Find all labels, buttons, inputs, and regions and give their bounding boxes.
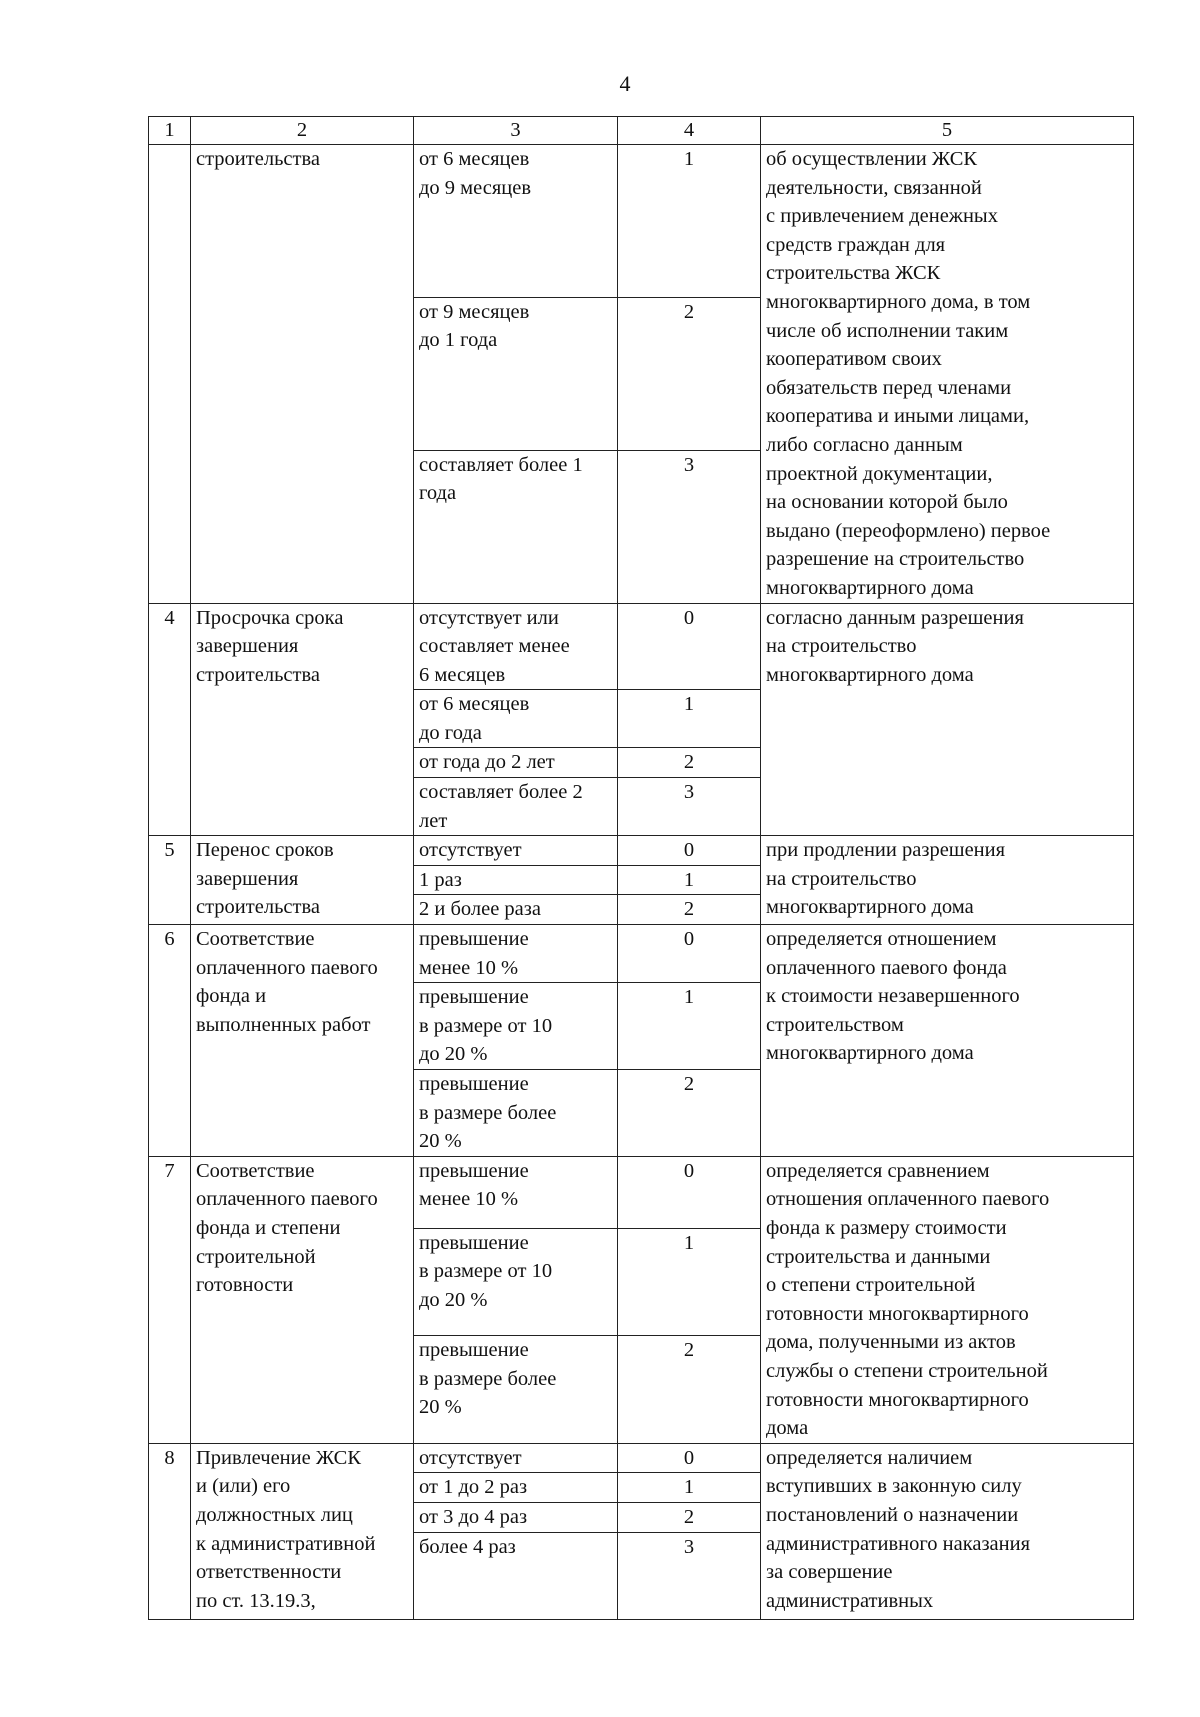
source-text: кооператива и иными лицами, [766,405,1030,428]
option-cell [414,690,618,748]
score-cell: 1 [618,1228,761,1335]
score-cell: 3 [618,1532,761,1619]
option-text: менее 10 % [419,1188,519,1211]
option-text: от 6 месяцев [419,693,530,716]
criterion-text: выполненных работ [196,1013,371,1036]
criterion-text: завершения [196,867,299,890]
criterion-text: фонда и [196,985,267,1008]
source-text: средств граждан для [766,233,946,256]
criterion-cell [191,1156,414,1443]
criterion-text: завершения [196,635,299,658]
option-text: 2 и более раза [419,898,541,921]
option-cell [414,1156,618,1228]
option-text: составляет менее [419,635,570,658]
option-cell [414,145,618,298]
source-text: строительством [766,1013,904,1036]
source-text: строительства и данными [766,1245,991,1268]
option-text: от 3 до 4 раз [419,1505,528,1528]
table-row [149,1443,1134,1473]
source-text: дома, полученными из актов [766,1331,1016,1354]
criterion-text: ответственности [196,1561,342,1584]
source-text: при продлении разрешения [766,839,1006,862]
row-number-cell: 4 [149,603,191,836]
source-text: согласно данным разрешения [766,606,1024,629]
source-text: многоквартирного дома [766,663,974,686]
option-cell [414,895,618,925]
header-col-1: 1 [149,117,191,145]
option-text: составляет более 2 [419,781,583,804]
source-text: вступивших в законную силу [766,1475,1022,1498]
option-text: превышение [419,1159,529,1182]
source-text: строительства ЖСК [766,262,941,285]
source-text: многоквартирного дома [766,1042,974,1065]
source-text: административного наказания [766,1532,1031,1555]
source-text: дома [766,1417,809,1440]
source-text: определяется сравнением [766,1159,990,1182]
row-number-cell: 7 [149,1156,191,1443]
criterion-cell [191,145,414,604]
criterion-text: Перенос сроков [196,839,334,862]
score-cell: 2 [618,297,761,450]
source-cell [761,1156,1134,1443]
criterion-cell [191,836,414,925]
option-cell [414,836,618,866]
source-text: многоквартирного дома [766,576,974,599]
criterion-text: строительства [196,663,320,686]
option-cell [414,1532,618,1619]
source-text: проектной документации, [766,462,993,485]
option-text: в размере от 10 [419,1014,553,1037]
source-text: деятельности, связанной [766,176,982,199]
option-cell [414,297,618,450]
score-cell: 3 [618,450,761,603]
score-cell: 0 [618,836,761,866]
score-cell: 1 [618,690,761,748]
criterion-text: строительной [196,1245,316,1268]
page-number: 4 [619,71,631,96]
source-text: числе об исполнении таким [766,319,1009,342]
criterion-text: Привлечение ЖСК [196,1446,362,1469]
header-col-3: 3 [414,117,618,145]
criteria-table [148,116,1134,1620]
criterion-cell [191,925,414,1157]
option-text: от 9 месяцев [419,300,530,323]
source-text: оплаченного паевого фонда [766,956,1007,979]
source-text: службы о степени строительной [766,1359,1048,1382]
option-cell [414,603,618,690]
criterion-text: Просрочка срока [196,606,344,629]
source-cell [761,1443,1134,1619]
option-text: лет [419,809,448,832]
option-text: до 20 % [419,1043,488,1066]
source-text: выдано (переоформлено) первое [766,519,1051,542]
option-text: превышение [419,1339,529,1362]
option-text: 6 месяцев [419,663,506,686]
score-cell: 0 [618,603,761,690]
score-cell: 2 [618,1502,761,1532]
option-cell [414,865,618,895]
option-cell [414,1070,618,1157]
source-cell [761,836,1134,925]
criterion-text: фонда и степени [196,1216,341,1239]
option-text: составляет более 1 [419,453,583,476]
source-text: фонда к размеру стоимости [766,1216,1007,1239]
table-header-row [149,117,1134,145]
option-cell [414,748,618,778]
option-text: отсутствует [419,1446,522,1469]
option-text: превышение [419,928,529,951]
score-cell: 1 [618,145,761,298]
option-text: до 9 месяцев [419,176,532,199]
source-text: к стоимости незавершенного [766,985,1020,1008]
option-cell [414,1443,618,1473]
source-text: либо согласно данным [766,433,963,456]
option-text: 20 % [419,1130,462,1153]
option-text: от 6 месяцев [419,148,530,170]
criterion-cell [191,603,414,836]
criterion-text: строительства [196,148,320,170]
score-cell: 0 [618,1156,761,1228]
score-cell: 1 [618,1473,761,1503]
option-text: в размере более [419,1367,557,1390]
table-row [149,1156,1134,1228]
score-cell: 1 [618,865,761,895]
source-text: определяется отношением [766,928,997,951]
option-text: 1 раз [419,868,462,891]
table-row [149,603,1134,690]
header-col-5: 5 [761,117,1134,145]
source-text: об осуществлении ЖСК [766,148,978,170]
option-text: от 1 до 2 раз [419,1476,528,1499]
table-row [149,145,1134,298]
option-text: до года [419,721,482,744]
score-cell: 2 [618,1336,761,1443]
score-cell: 0 [618,1443,761,1473]
option-cell [414,1228,618,1335]
criterion-text: должностных лиц [196,1503,353,1526]
row-number-cell [149,145,191,604]
option-cell [414,1502,618,1532]
source-text: на строительство [766,867,917,890]
criterion-text: по ст. 13.19.3, [196,1589,316,1612]
source-text: отношения оплаченного паевого [766,1188,1050,1211]
option-cell [414,925,618,983]
source-text: готовности многоквартирного [766,1302,1029,1325]
criterion-text: оплаченного паевого [196,1188,378,1211]
source-text: за совершение [766,1561,893,1584]
row-number-cell: 6 [149,925,191,1157]
source-text: с привлечением денежных [766,205,998,228]
criterion-text: строительства [196,896,320,919]
source-text: разрешение на строительство [766,548,1025,571]
source-cell [761,145,1134,604]
score-cell: 3 [618,778,761,836]
option-text: превышение [419,986,529,1009]
option-text: до 20 % [419,1289,488,1311]
option-text: отсутствует [419,839,522,862]
option-text: года [419,482,457,505]
row-number-cell: 5 [149,836,191,925]
option-text: до 1 года [419,329,498,352]
option-text: 20 % [419,1396,462,1419]
option-text: превышение [419,1073,529,1095]
option-cell [414,1336,618,1443]
source-text: определяется наличием [766,1446,973,1469]
criterion-text: готовности [196,1274,294,1297]
source-text: обязательств перед членами [766,376,1012,399]
table-row [149,925,1134,983]
source-text: многоквартирного дома, в том [766,290,1031,313]
header-col-4: 4 [618,117,761,145]
score-cell: 2 [618,895,761,925]
option-cell [414,778,618,836]
source-text: на строительство [766,635,917,658]
score-cell: 0 [618,925,761,983]
criterion-text: Соответствие [196,928,315,951]
criterion-text: к административной [196,1532,376,1555]
option-text: от года до 2 лет [419,751,555,774]
option-text: в размере более [419,1101,557,1124]
criterion-text: оплаченного паевого [196,956,378,979]
source-text: о степени строительной [766,1274,976,1297]
option-cell [414,1473,618,1503]
row-number-cell: 8 [149,1443,191,1619]
source-text: кооперативом своих [766,348,942,371]
source-text: готовности многоквартирного [766,1388,1029,1411]
criterion-text: Соответствие [196,1159,315,1182]
score-cell: 1 [618,983,761,1070]
option-text: менее 10 % [419,956,519,979]
option-text: в размере от 10 [419,1260,553,1283]
source-text: многоквартирного дома [766,896,974,919]
option-text: более 4 раз [419,1535,516,1558]
criterion-text: и (или) его [196,1475,291,1498]
header-col-2: 2 [191,117,414,145]
score-cell: 2 [618,748,761,778]
table-row [149,836,1134,866]
source-text: на основании которой было [766,491,1008,514]
option-cell [414,983,618,1070]
option-cell [414,450,618,603]
option-text: превышение [419,1231,529,1254]
option-text: отсутствует или [419,606,559,629]
source-cell [761,925,1134,1157]
score-cell: 2 [618,1070,761,1157]
source-text: административных [766,1589,934,1612]
source-cell [761,603,1134,836]
criterion-cell [191,1443,414,1619]
source-text: постановлений о назначении [766,1503,1019,1526]
